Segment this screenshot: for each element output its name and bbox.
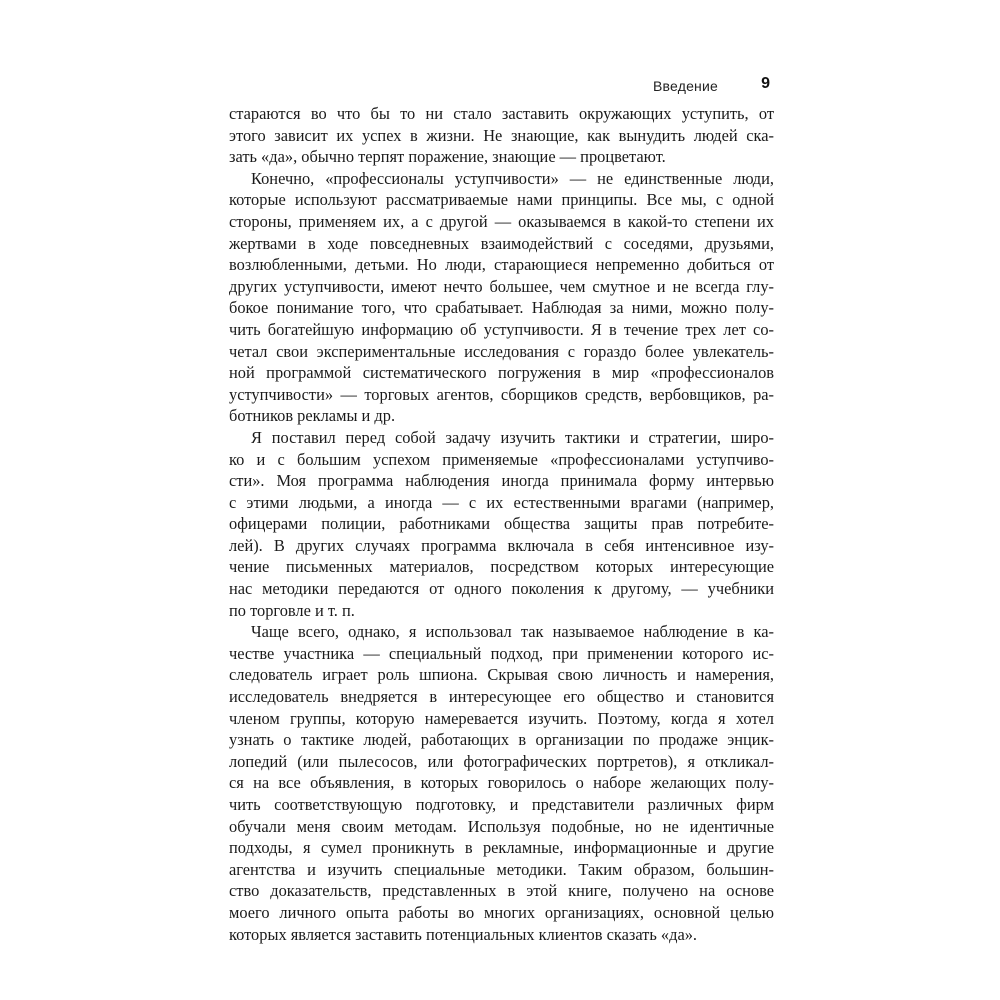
text-line: возлюбленными, детьми. Но люди, старающиеся непременно добиться от (229, 255, 774, 275)
text-line: узнать о тактике людей, работающих в организации по продаже энцик- (229, 730, 774, 750)
text-line: Я поставил перед собой задачу изучить тактики и стратегии, широ- (251, 427, 774, 447)
text-line: сти». Моя программа наблюдения иногда принимала форму интервью (229, 471, 774, 491)
text-line: по торговле и т. п. (229, 600, 355, 620)
page-number: 9 (761, 75, 770, 92)
section-title: Введение (653, 78, 718, 94)
text-line: обучали меня своим методам. Используя подобные, но не идентичные (229, 816, 774, 836)
text-line: с этими людьми, а иногда — с их естественными врагами (например, (229, 492, 774, 512)
text-line: агентства и изучить специальные методики. Таким образом, большин- (229, 859, 774, 879)
text-line: чение письменных материалов, посредством которых интересующие (229, 557, 774, 577)
text-line: честве участника — специальный подход, при применении которого ис- (229, 643, 774, 663)
text-line: бокое понимание того, что срабатывает. Наблюдая за ними, можно полу- (229, 298, 774, 318)
text-line: Чаще всего, однако, я использовал так называемое наблюдение в ка- (251, 622, 774, 642)
running-header (229, 76, 774, 100)
text-line: которых является заставить потенциальных клиентов сказать «да». (229, 924, 698, 944)
paragraph-4 (229, 621, 774, 945)
text-line: лопедий (или пылесосов, или фотографических портретов), я откликал- (229, 751, 774, 771)
text-line: офицерами полиции, работниками общества защиты прав потребите- (229, 514, 774, 534)
text-line: четал свои экспериментальные исследования с гораздо более увлекатель- (229, 341, 774, 361)
text-line: следователь играет роль шпиона. Скрывая свою личность и намерения, (229, 665, 774, 685)
text-line: подходы, я сумел проникнуть в рекламные, информационные и другие (229, 838, 774, 858)
text-line: лей). В других случаях программа включала в себя интенсивное изу- (229, 535, 774, 555)
text-line: членом группы, которую намеревается изучить. Поэтому, когда я хотел (229, 708, 774, 728)
paragraph-2 (229, 168, 774, 427)
text-line: ство доказательств, представленных в этой книге, получено на основе (229, 881, 774, 901)
paragraph-1 (229, 103, 774, 168)
text-line: ко и с большим успехом применяемые «профессионалами уступчиво- (229, 449, 774, 469)
text-line: моего личного опыта работы во многих организациях, основной целью (229, 902, 774, 922)
text-line: исследователь внедряется в интересующее его общество и становится (229, 687, 774, 707)
text-line: Конечно, «профессионалы уступчивости» — не единственные люди, (251, 168, 774, 188)
body-text (229, 103, 774, 945)
text-line: ся на все объявления, в которых говорилось о наборе желающих полу- (229, 773, 774, 793)
text-line: зать «да», обычно терпят поражение, знающие — процветают. (229, 147, 666, 167)
text-line: этого зависит их успех в жизни. Не знающие, как вынудить людей ска- (229, 125, 774, 145)
text-line: нас методики передаются от одного поколения к другому, — учебники (229, 579, 774, 599)
text-line: стараются во что бы то ни стало заставить окружающих уступить, от (229, 104, 774, 123)
text-line: которые используют рассматриваемые нами принципы. Все мы, с одной (229, 190, 774, 210)
text-line: стороны, применяем их, а с другой — оказываемся в какой-то степени их (229, 211, 774, 231)
paragraph-3 (229, 427, 774, 621)
text-line: других уступчивости, имеют нечто большее, чем смутное и не всегда глу- (229, 276, 774, 296)
text-line: уступчивости» — торговых агентов, сборщиков средств, вербовщиков, ра- (229, 384, 774, 404)
text-line: ной программой систематического погружения в мир «профессионалов (229, 363, 774, 383)
text-line: ботников рекламы и др. (229, 406, 396, 426)
text-line: чить соответствующую подготовку, и представители различных фирм (229, 795, 774, 814)
text-line: жертвами в ходе повседневных взаимодействий с соседями, друзьями, (229, 233, 774, 253)
text-line: чить богатейшую информацию об уступчивости. Я в течение трех лет со- (229, 319, 774, 339)
